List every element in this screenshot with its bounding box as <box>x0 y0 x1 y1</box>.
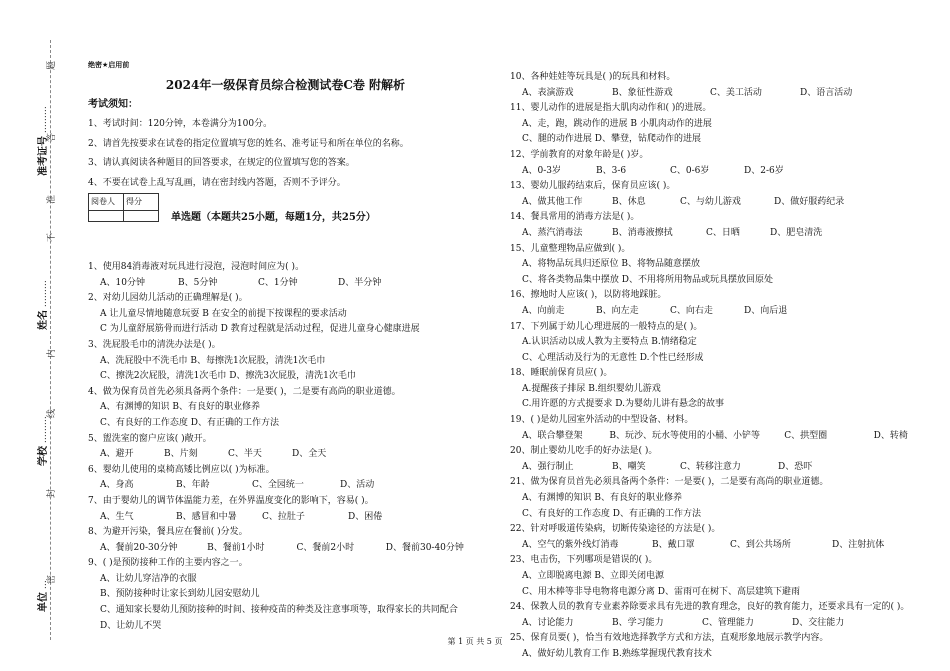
question-item <box>510 101 930 148</box>
question-item <box>510 148 930 179</box>
question-text: 14、餐具常用的消毒方法是( )。 <box>510 212 640 223</box>
page-title: 2024年一级保育员综合检测试卷C卷 附解析 <box>165 78 406 92</box>
option-choice[interactable]: C、日晒 <box>706 227 740 238</box>
option-choice[interactable]: D、做好服药纪录 <box>774 196 845 207</box>
question-item <box>510 179 930 210</box>
option-choice[interactable]: B、餐前1小时 <box>207 542 265 553</box>
question-text: 16、擦地时人应该( )，以防将地踩脏。 <box>510 290 667 301</box>
notice-item: 4、不要在试卷上乱写乱画，请在密封线内答题，否则不予评分。 <box>88 178 346 188</box>
option-choice[interactable]: B、戴口罩 <box>652 539 695 550</box>
option-choice[interactable]: B、片刻 <box>164 449 198 460</box>
question-text: 24、保教人员的教育专业素养除要求具有先进的教育理念，良好的教育能力，还要求具有一定的( )。 <box>510 602 910 613</box>
option-choice[interactable]: D、活动 <box>340 480 375 491</box>
question-text: 11、婴儿动作的进展是指大肌肉动作和( )的进展。 <box>510 103 712 114</box>
question-item <box>510 522 930 553</box>
option-row <box>510 164 930 180</box>
option-choice[interactable]: A、联合攀登架 <box>522 430 583 441</box>
option-choice[interactable]: C、向右走 <box>670 305 713 316</box>
option-row <box>510 429 930 445</box>
option-line[interactable]: A、有渊博的知识 B、有良好的职业修养 <box>522 493 682 504</box>
option-choice[interactable]: B、年龄 <box>176 480 210 491</box>
question-text: 10、各种娃娃等玩具是( )的玩具和材料。 <box>510 72 676 82</box>
seal-mark: 密 <box>47 574 57 584</box>
option-line[interactable]: A、做好幼儿教育工作 B.熟练掌握现代教育技术 <box>522 648 712 659</box>
question-item <box>88 432 483 463</box>
option-line[interactable]: A、有渊博的知识 B、有良好的职业修养 <box>100 402 260 413</box>
option-line[interactable]: C、通知家长婴幼儿预防接种的时间、接种疫苗的种类及注意事项等，取得家长的共同配合 <box>100 605 458 616</box>
question-text: 15、儿童整理物品应做到( )。 <box>510 243 631 254</box>
question-text: 5、盥洗室的窗户应该( )敞开。 <box>88 433 212 444</box>
question-item <box>88 260 483 291</box>
question-text: 12、学前教育的对象年龄是( )岁。 <box>510 149 649 160</box>
seal-mark: 封 <box>47 488 57 498</box>
option-row <box>510 538 930 554</box>
question-item <box>510 210 930 241</box>
question-text: 3、洗屁股毛巾的清洗办法是( )。 <box>88 339 221 350</box>
option-line[interactable]: C、有良好的工作态度 D、有正确的工作方法 <box>100 417 279 428</box>
notice-item: 2、请首先按要求在试卷的指定位置填写您的姓名、准考证号和所在单位的名称。 <box>88 139 409 149</box>
question-item <box>510 600 930 631</box>
question-text: 17、下列属于幼儿心理进展的一般特点的是( )。 <box>510 321 703 332</box>
seal-line <box>50 40 51 640</box>
option-row <box>510 86 930 102</box>
option-line[interactable]: A 让儿童尽情地随意玩耍 B 在安全的前提下按课程的要求活动 <box>100 308 347 319</box>
option-choice[interactable]: A、身高 <box>100 480 134 491</box>
notice-item: 3、请认真阅读各种题目的回答要求，在规定的位置填写您的答案。 <box>88 158 355 168</box>
question-text: 20、制止婴幼儿吃手的好办法是( )。 <box>510 446 658 457</box>
option-choice[interactable]: C、0-6岁 <box>670 165 710 176</box>
name-label: 姓名 ……… <box>38 280 49 330</box>
question-text: 8、为避开污染，餐具应在餐前( )分发。 <box>88 527 248 538</box>
option-row <box>88 447 483 463</box>
question-item <box>88 338 483 385</box>
option-line[interactable]: C、将各类物品集中摆放 D、不用将所用物品或玩具摆放回原处 <box>522 274 773 285</box>
option-choice[interactable]: A、餐前20-30分钟 <box>100 542 178 553</box>
question-item <box>510 242 930 289</box>
option-line[interactable]: C、用木棒等非导电物将电源分离 D、雷雨可在树下、高层建筑下避雨 <box>522 586 800 597</box>
question-item <box>510 366 930 413</box>
option-choice[interactable]: D、交往能力 <box>792 617 845 628</box>
notice-heading: 考试须知： <box>88 99 138 110</box>
option-choice[interactable]: B、玩沙、玩水等使用的小桶、小铲等 <box>609 430 761 441</box>
option-choice[interactable]: A、蒸汽消毒法 <box>522 227 583 238</box>
option-choice[interactable]: C、转移注意力 <box>680 461 741 472</box>
option-choice[interactable]: A、讨论能力 <box>522 617 574 628</box>
option-choice[interactable]: B、5分钟 <box>178 277 218 288</box>
option-choice[interactable]: C、与幼儿游戏 <box>680 196 741 207</box>
option-line[interactable]: A、走，跑，跳动作的进展 B 小肌肉动作的进展 <box>522 118 712 129</box>
option-line[interactable]: A、立即脱离电源 B、立即关闭电源 <box>522 571 664 581</box>
option-line[interactable]: C 为儿童舒展筋骨而进行活动 D 教育过程就是活动过程，促进儿童身心健康进展 <box>100 324 420 335</box>
option-choice[interactable]: A、0-3岁 <box>522 165 561 176</box>
option-choice[interactable]: B、消毒液擦拭 <box>612 227 673 238</box>
option-row <box>88 276 483 292</box>
section-heading: 单选题（本题共25小题，每题1分，共25分） <box>171 212 376 223</box>
seal-mark: 题 <box>47 60 57 70</box>
question-item <box>510 70 930 101</box>
score-reviewer-cell: 阅卷人 <box>89 194 124 211</box>
option-choice[interactable]: B、3-6 <box>596 165 627 176</box>
option-choice[interactable]: A、表演游戏 <box>522 87 574 98</box>
option-choice[interactable]: D、向后退 <box>744 305 788 316</box>
option-choice[interactable]: C、半天 <box>228 449 262 460</box>
score-table <box>88 193 159 222</box>
option-choice[interactable]: A、避开 <box>100 449 134 460</box>
option-row <box>88 510 483 526</box>
question-text: 6、婴幼儿使用的桌椅高矮比例应以( )为标准。 <box>88 464 275 475</box>
option-line[interactable]: C、有良好的工作态度 D、有正确的工作方法 <box>522 508 701 519</box>
question-text: 9、( )是预防接种工作的主要内容之一。 <box>88 558 248 569</box>
question-item <box>510 553 930 600</box>
option-line[interactable]: C.用许愿的方式提要求 D.为婴幼儿讲有悬念的故事 <box>522 399 725 410</box>
question-item <box>510 475 930 522</box>
option-line[interactable]: A、将物品玩具归还原位 B、将物品随意摆放 <box>522 259 700 270</box>
question-text: 25、保育员要( )，恰当有效地选择教学方式和方法，直观形象地展示教学内容。 <box>510 633 829 644</box>
option-row <box>510 195 930 211</box>
secret-mark: 绝密★启用前 <box>88 61 130 69</box>
question-item <box>88 556 483 634</box>
question-text: 13、婴幼儿服药结束后，保育员应该( )。 <box>510 181 676 192</box>
option-row <box>510 616 930 632</box>
option-choice[interactable]: D、全天 <box>292 449 327 460</box>
question-text: 1、使用84消毒液对玩具进行浸泡，浸泡时间应为( )。 <box>88 262 305 272</box>
option-row <box>88 541 483 557</box>
question-text: 22、针对呼吸道传染病，切断传染途径的方法是( )。 <box>510 524 721 535</box>
option-choice[interactable]: A、向前走 <box>522 305 565 316</box>
question-text: 23、电击伤，下列哪项是错误的( )。 <box>510 555 658 566</box>
exam-no-label: 准考证号 ……… <box>38 106 49 176</box>
option-row <box>510 226 930 242</box>
option-choice[interactable]: D、餐前30-40分钟 <box>385 542 464 553</box>
school-label: 学校 ……… <box>38 416 49 466</box>
seal-mark: 准 <box>47 194 57 204</box>
option-choice[interactable]: D、注射抗体 <box>832 539 885 550</box>
option-line[interactable]: A.认识活动以成人教为主要特点 B.情绪稳定 <box>522 337 697 348</box>
option-choice[interactable]: C、1分钟 <box>258 277 298 288</box>
score-points-cell: 得分 <box>124 194 159 211</box>
question-text: 19、( )是幼儿园室外活动的中型设备、材料。 <box>510 415 694 426</box>
option-choice[interactable]: C、管理能力 <box>702 617 754 628</box>
seal-mark: 内 <box>47 348 57 358</box>
option-choice[interactable]: B、学习能力 <box>612 617 664 628</box>
option-choice[interactable]: B、象征性游戏 <box>612 87 673 98</box>
option-choice[interactable]: C、拱型圈 <box>784 430 828 441</box>
option-line[interactable]: B、预防接种时让家长到幼儿园安慰幼儿 <box>100 589 260 600</box>
question-item <box>88 385 483 432</box>
option-choice[interactable]: D、肥皂清洗 <box>770 227 823 238</box>
option-choice[interactable]: B、感冒和中暑 <box>176 511 237 522</box>
option-choice[interactable]: C、全园统一 <box>252 480 304 491</box>
page-footer: 第 1 页 共 5 页 <box>447 637 503 646</box>
option-line[interactable]: D、让幼儿不哭 <box>100 620 162 631</box>
question-item <box>88 463 483 494</box>
option-row <box>88 478 483 494</box>
score-points-blank[interactable] <box>124 210 159 221</box>
option-line[interactable]: C、心理活动及行为的无意性 D.个性已经形成 <box>522 352 704 363</box>
option-choice[interactable]: A、强行制止 <box>522 461 574 472</box>
seal-mark: 答 <box>47 132 57 142</box>
question-item <box>88 291 483 338</box>
option-line[interactable]: A、洗屁股中不洗毛巾 B、每擦洗1次屁股，清洗1次毛巾 <box>100 355 326 366</box>
option-choice[interactable]: C、拉肚子 <box>262 511 305 522</box>
left-question-list <box>88 260 483 634</box>
notice-item: 1、考试时间：120分钟，本卷满分为100分。 <box>88 119 273 129</box>
option-choice[interactable]: B、向左走 <box>596 305 639 316</box>
option-line[interactable]: A.提醒孩子排尿 B.组织婴幼儿游戏 <box>522 383 661 394</box>
option-choice[interactable]: D、半分钟 <box>338 277 382 288</box>
option-line[interactable]: C、腿的动作进展 D、攀登，钻爬动作的进展 <box>522 134 701 145</box>
option-choice[interactable]: C、餐前2小时 <box>296 542 355 553</box>
seal-mark: 不 <box>47 232 57 242</box>
option-line[interactable]: A、让幼儿穿洁净的衣服 <box>100 573 197 584</box>
option-choice[interactable]: A、生气 <box>100 511 134 522</box>
question-text: 4、做为保育员首先必须具备两个条件：一是要( )，二是要有高尚的职业道德。 <box>88 386 401 397</box>
question-text: 7、由于婴幼儿的调节体温能力差，在外界温度变化的影响下，容易( )。 <box>88 495 374 506</box>
option-row <box>510 304 930 320</box>
option-choice[interactable]: D、转椅 <box>873 430 908 441</box>
option-choice[interactable]: A、空气的紫外线灯消毒 <box>522 539 619 550</box>
binding-margin <box>0 0 62 671</box>
option-choice[interactable]: C、美工活动 <box>710 87 762 98</box>
option-choice[interactable]: D、2-6岁 <box>744 165 784 176</box>
option-choice[interactable]: B、休息 <box>612 196 646 207</box>
question-item <box>510 413 930 444</box>
question-item <box>510 320 930 367</box>
question-item <box>510 444 930 475</box>
question-text: 18、睡眠前保育员应( )。 <box>510 368 613 379</box>
option-row <box>510 460 930 476</box>
question-text: 2、对幼儿园幼儿活动的正确理解是( )。 <box>88 293 248 304</box>
option-line[interactable]: C、擦洗2次屁股，清洗1次毛巾 D、擦洗3次屁股，清洗1次毛巾 <box>100 371 356 382</box>
seal-mark: 线 <box>47 408 57 418</box>
option-choice[interactable]: B、嘲笑 <box>612 461 646 472</box>
question-item <box>88 494 483 525</box>
option-choice[interactable]: A、10分钟 <box>100 277 145 288</box>
option-choice[interactable]: D、困倦 <box>348 511 383 522</box>
question-text: 21、做为保育员首先必须具备两个条件：一是要( )，二是要有高尚的职业道德。 <box>510 477 829 488</box>
question-item <box>510 288 930 319</box>
option-choice[interactable]: A、做其他工作 <box>522 196 583 207</box>
score-reviewer-blank[interactable] <box>89 210 124 221</box>
question-item <box>88 525 483 556</box>
unit-label: 单位 … <box>38 580 49 612</box>
option-choice[interactable]: D、语言活动 <box>800 87 853 98</box>
right-question-list <box>510 70 930 663</box>
option-choice[interactable]: D、恐吓 <box>778 461 813 472</box>
option-choice[interactable]: C、到公共场所 <box>730 539 791 550</box>
